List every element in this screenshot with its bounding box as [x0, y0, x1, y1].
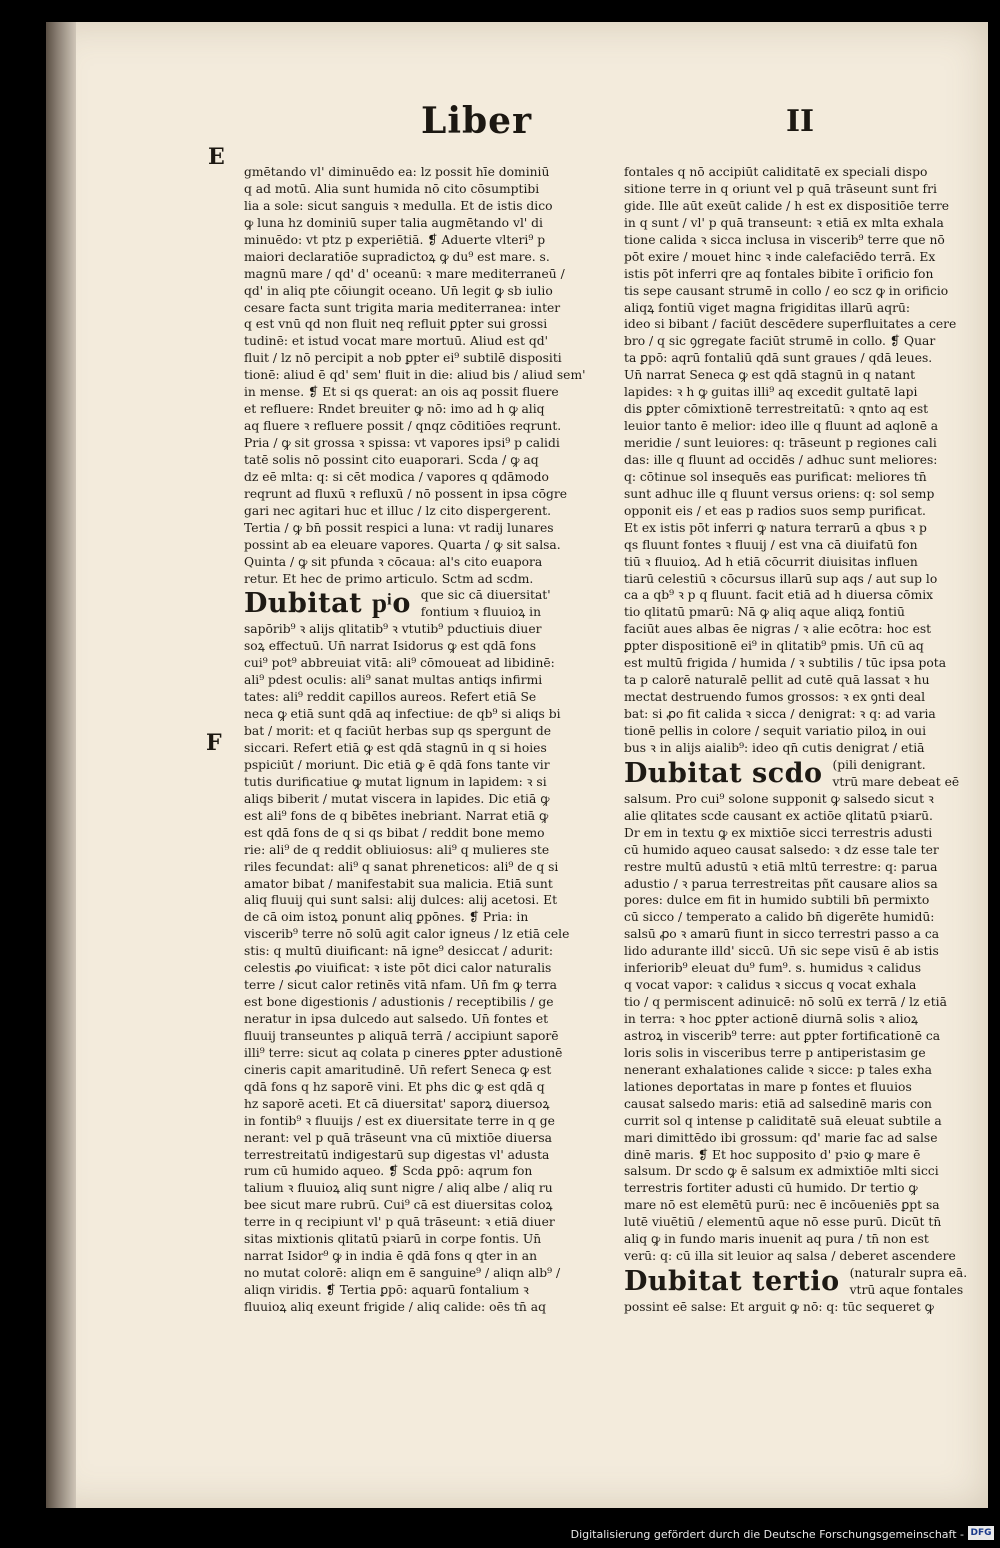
margin-letter-f: F	[206, 730, 222, 756]
text-line: tis sepe causant strumē in collo / eo scz ꝙ in orificio	[624, 283, 949, 298]
text-line: q: cōtinue sol insequēs eas purificat: meliores tn̄	[624, 469, 927, 484]
text-line: nerant: vel p quā trāseunt vna cū mixtiōe diuersa	[244, 1130, 552, 1145]
text-line: reqrunt ad fluxū ꝛ refluxū / nō possent in ipsa cōgre	[244, 486, 568, 501]
text-line: in mense. ❡ Et si qs querat: an ois aq possit fluere	[244, 385, 559, 400]
text-line: alie qlitates scde causant ex actiōe qlitatū pꝛiarū.	[624, 808, 933, 823]
rubric-side-line: fontium ꝛ fluuioꝝ in	[420, 605, 541, 620]
text-line: retur. Et hec de primo articulo. Sctm ad scdm.	[244, 571, 534, 586]
rubric-heading: Dubitat scdo	[624, 757, 823, 789]
text-line: cineris capit amaritudinē. Un̄ refert Seneca ꝙ est	[244, 1062, 552, 1077]
text-line: fluuioꝝ aliq exeunt frigide / aliq calide: oēs tn̄ aq	[244, 1299, 546, 1314]
text-line: no mutat colorē: aliqn em ē sanguine⁹ / aliqn alb⁹ /	[244, 1266, 561, 1281]
text-line: qdā fons q hz saporē vini. Et phs dic ꝙ est qdā q	[244, 1079, 545, 1094]
text-line: cū humido aqueo causat salsedo: ꝛ dz esse tale ter	[624, 842, 939, 857]
text-line: Tertia / ꝙ bn̄ possit respici a luna: vt radij lunares	[244, 520, 554, 535]
text-line: tio / q permiscent adinuicē: nō solū ex terrā / lz etiā	[624, 995, 947, 1010]
text-line: in fontib⁹ ꝛ fluuijs / est ex diuersitate terre in q ge	[244, 1113, 555, 1128]
rubric-side-text	[421, 587, 551, 621]
text-line: aliqꝝ fontiū viget magna frigiditas illarū aqrū:	[624, 300, 911, 315]
text-line: rum cū humido aqueo. ❡ Scda ꝑpō: aqrum fon	[244, 1164, 533, 1179]
text-line: bat: si ꝓo fit calida ꝛ sicca / denigrat: ꝛ q: ad varia	[624, 707, 936, 721]
text-line: in terra: ꝛ hoc ꝑpter actionē diurnā solis ꝛ alioꝝ	[624, 1012, 919, 1026]
text-line: possint ab ea eleuare vapores. Quarta / ꝙ sit salsa.	[244, 537, 561, 552]
text-line: leuior tanto ē melior: ideo ille q fluunt ad aqlonē a	[624, 419, 939, 434]
text-line: terrestris fortiter adusti cū humido. Dr tertio ꝙ	[624, 1181, 918, 1196]
rubric-side-text	[850, 1265, 968, 1299]
text-line: celestis ꝓo viuificat: ꝛ iste pōt dici calor naturalis	[244, 961, 552, 976]
text-line: stis: q multū diuificant: nā igne⁹ desiccat / adurit:	[244, 944, 554, 959]
text-line: est multū frigida / humida / ꝛ subtilis / tūc ipsa pota	[624, 656, 947, 671]
text-line: talium ꝛ fluuioꝝ aliq sunt nigre / aliq albe / aliq ru	[244, 1181, 553, 1196]
text-line: tio qlitatū pmarū: Nā ꝙ aliq aque aliqꝝ fontiū	[624, 605, 905, 620]
text-line: rie: ali⁹ de q reddit obliuiosus: ali⁹ q mulieres ste	[244, 842, 550, 857]
text-line: lutē viuētiū / elementū aque nō esse purū. Dicūt tn̄	[624, 1215, 942, 1230]
text-line: tatē solis nō possint cito euaporari. Scda / ꝙ aq	[244, 452, 539, 467]
text-line: gmētando vl' diminuēdo ea: lz possit hīe dominiū	[244, 165, 550, 179]
text-line: bee sicut mare rubrū. Cui⁹ cā est diuersitas coloꝝ	[244, 1198, 553, 1213]
text-line: magnū mare / qd' d' oceanū: ꝛ mare mediterraneū /	[244, 266, 565, 281]
text-line: neca ꝙ etiā sunt qdā aq infectiue: de qb⁹ si aliqs bi	[244, 707, 561, 722]
rubric-side-line: que sic cā diuersitat'	[420, 588, 551, 603]
text-line: de cā oim istoꝝ ponunt aliq ꝑpōnes. ❡ Pria: in	[244, 910, 529, 925]
text-line: pōt exire / mouet hinc ꝛ inde calefaciēdo terrā. Ex	[624, 249, 936, 264]
text-line: tudinē: et istud vocat mare mortuū. Aliud est qd'	[244, 334, 548, 349]
text-line: fluuij transeuntes p aliquā terrā / accipiunt saporē	[244, 1028, 559, 1043]
rubric-dubitatur-primo	[244, 587, 604, 621]
text-line: tionē: aliud ē qd' sem' fluit in die: aliud bis / aliud sem'	[244, 368, 586, 383]
rubric-side-text	[832, 757, 959, 791]
text-line: possint eē salse: Et arguit ꝙ nō: q: tūc sequeret ꝙ	[624, 1300, 934, 1315]
text-line: astroꝝ in viscerib⁹ terre: aut ꝑpter fortificationē ca	[624, 1028, 941, 1043]
text-line: aliqn viridis. ❡ Tertia ꝑpō: aquarū fontalium ꝛ	[244, 1283, 529, 1297]
text-line: q ad motū. Alia sunt humida nō cito cōsumptibi	[244, 181, 540, 196]
text-line: et refluere: Rndet breuiter ꝙ nō: imo ad h ꝙ aliq	[244, 402, 545, 417]
text-line: soꝝ effectuū. Un̄ narrat Isidorus ꝙ est qdā fons	[244, 639, 537, 654]
rubric-dubitatur-secundo	[624, 757, 984, 791]
text-line: terre / sicut calor retinēs vitā nfam. Un̄ fm ꝙ terra	[244, 978, 558, 993]
text-line: cui⁹ pot⁹ abbreuiat vitā: ali⁹ cōmoueat ad libidinē:	[244, 656, 555, 671]
text-line: bat / morit: et q faciūt herbas sup qs spergunt de	[244, 724, 552, 739]
text-line: viscerib⁹ terre nō solū agit calor igneus / lz etiā cele	[244, 927, 570, 942]
text-line: est qdā fons de q si qs bibat / reddit bone memo	[244, 825, 545, 840]
dfg-logo: DFG	[968, 1526, 994, 1540]
rubric-heading: Dubitat tertio	[624, 1266, 840, 1298]
text-line: nenerant exhalationes calide ꝛ sicce: p tales exha	[624, 1062, 932, 1077]
right-column	[624, 164, 984, 1316]
text-line: lationes deportatas in mare p fontes et fluuios	[624, 1079, 912, 1094]
left-column-part-a	[244, 164, 604, 587]
text-line: gide. Ille aūt exeūt calide / h est ex dispositiōe terre	[624, 198, 949, 213]
text-line: qs fluunt fontes ꝛ fluuij / est vna cā diuifatū fon	[624, 537, 918, 552]
right-column-part-c	[624, 1299, 984, 1316]
text-line: dis ꝑpter cōmixtionē terrestreitatū: ꝛ qnto aq est	[624, 402, 929, 417]
funding-credit: Digitalisierung gefördert durch die Deutsche Forschungsgemeinschaft -	[570, 1528, 964, 1541]
text-line: minuēdo: vt ptz p experiētiā. ❡ Aduerte vlteri⁹ p	[244, 232, 546, 247]
running-title: Liber	[421, 100, 533, 142]
text-line: riles fecundat: ali⁹ q sanat phreneticos: ali⁹ de q si	[244, 859, 559, 874]
text-line: tiarū celestiū ꝛ cōcursus illarū sup aqs / aut sup lo	[624, 571, 938, 586]
text-line: salsum. Dr scdo ꝙ ē salsum ex admixtiōe mlti sicci	[624, 1164, 939, 1179]
rubric-side-line: (naturalr supra eā.	[849, 1266, 968, 1281]
text-line: causat salsedo maris: etiā ad salsedinē maris con	[624, 1096, 932, 1111]
text-line: hz saporē aceti. Et cā diuersitat' saporꝝ diuersoꝝ	[244, 1096, 550, 1111]
text-line: mare nō est elemētū purū: nec ē incōueniēs ꝑpt sa	[624, 1198, 940, 1213]
text-line: q est vnū qd non fluit neq refluit ꝑpter sui grossi	[244, 317, 548, 332]
text-line: tates: ali⁹ reddit capillos aureos. Refert etiā Se	[244, 690, 537, 705]
text-line: dz eē mlta: q: si cēt modica / vapores q qdāmodo	[244, 469, 549, 484]
text-line: aliq fluuij qui sunt salsi: alij dulces: alij acetosi. Et	[244, 893, 558, 908]
left-column	[244, 164, 604, 1316]
text-line: fontales q nō accipiūt caliditatē ex speciali dispo	[624, 165, 928, 179]
rubric-side-line: (pili denigrant.	[832, 757, 926, 772]
text-line: meridie / sunt leuiores: q: trāseunt p regiones cali	[624, 436, 937, 450]
text-line: ali⁹ pdest oculis: ali⁹ sanat multas antiqs infirmi	[244, 673, 543, 688]
rubric-heading: Dubitat pͥo	[244, 588, 411, 620]
text-line: aliqs biberit / mutat viscera in lapides. Dic etiā ꝙ	[244, 791, 550, 806]
text-line: tiū ꝛ fluuioꝝ. Ad h etiā cōcurrit diuisitas influen	[624, 554, 918, 569]
text-line: ta p calorē naturalē pellit ad cutē quā lassat ꝛ hu	[624, 673, 930, 688]
text-line: salsum. Pro cui⁹ solone supponit ꝙ salsedo sicut ꝛ	[624, 791, 934, 806]
text-line: Pria / ꝙ sit grossa ꝛ spissa: vt vapores ipsi⁹ p calidi	[244, 436, 560, 450]
text-line: Quinta / ꝙ sit pfunda ꝛ cōcaua: al's cito euapora	[244, 554, 543, 569]
text-line: maiori declaratiōe supradictoꝝ ꝙ du⁹ est mare. s.	[244, 249, 550, 264]
right-column-part-a	[624, 164, 984, 757]
text-line: loris solis in visceribus terre p antiperistasim ge	[624, 1045, 926, 1060]
text-line: verū: q: cū illa sit leuior aq salsa / deberet ascendere	[624, 1249, 956, 1264]
text-line: narrat Isidor⁹ ꝙ in india ē qdā fons q qter in an	[244, 1249, 538, 1264]
text-line: ideo si bibant / faciūt descēdere superfluitates a cere	[624, 317, 957, 332]
text-line: terrestreitatū indigestarū sup digestas vl' adusta	[244, 1147, 550, 1162]
text-line: neratur in ipsa dulcedo aut salsedo. Un̄ fontes et	[244, 1012, 549, 1026]
text-line: adustio / ꝛ parua terrestreitas pñt causare alios sa	[624, 876, 938, 891]
text-line: fluit / lz nō percipit a nob ꝑpter ei⁹ subtilē dispositi	[244, 351, 562, 366]
text-line: mari dimittēdo ibi grossum: qd' marie fac ad salse	[624, 1130, 938, 1145]
text-line: lia a sole: sicut sanguis ꝛ medulla. Et de istis dico	[244, 198, 553, 213]
text-line: aliq ꝙ in fundo maris inuenit aq pura / tn̄ non est	[624, 1232, 929, 1247]
text-line: aq fluere ꝛ refluere possit / qnqz cōditiōes reqrunt.	[244, 419, 562, 434]
text-line: sitas mixtionis qlitatū pꝛiarū in corpe fontis. Un̄	[244, 1232, 542, 1247]
text-line: ca a qb⁹ ꝛ p q fluunt. facit etiā ad h diuersa cōmix	[624, 588, 934, 603]
text-line: Dr em in textu ꝙ ex mixtiōe sicci terrestris adusti	[624, 825, 933, 840]
rubric-side-line: vtrū aque fontales	[849, 1283, 964, 1298]
text-line: est ali⁹ fons de q bibētes inebriant. Narrat etiā ꝙ	[244, 808, 549, 823]
text-line: ꝙ luna hz dominiū super talia augmētando vl' di	[244, 215, 543, 230]
text-line: sapōrib⁹ ꝛ alijs qlitatib⁹ ꝛ vtutib⁹ pductiuis diuer	[244, 622, 542, 637]
text-line: tionē pellis in colore / sequit variatio piloꝝ in oui	[624, 723, 926, 738]
text-line: bro / q sic ꝯgregate faciūt strumē in collo. ❡ Quar	[624, 334, 936, 349]
text-line: das: ille q fluunt ad occidēs / adhuc sunt meliores:	[624, 452, 938, 467]
text-line: faciūt aues albas ēe nigras / ꝛ alie ecōtra: hoc est	[624, 622, 932, 637]
folio-number: II	[786, 104, 815, 139]
text-line: inferiorib⁹ eleuat du⁹ fum⁹. s. humidus ꝛ calidus	[624, 961, 922, 976]
text-line: mectat destruendo fumos grossos: ꝛ ex ꝯnti deal	[624, 690, 926, 705]
text-line: pspiciūt / moriunt. Dic etiā ꝙ ē qdā fons tante vir	[244, 757, 550, 772]
text-line: cū sicco / temperato a calido bn̄ digerēte humidū:	[624, 910, 935, 925]
text-line: dinē maris. ❡ Et hoc supposito d' pꝛio ꝙ mare ē	[624, 1147, 921, 1162]
text-line: in q sunt / vl' p quā transeunt: ꝛ etiā ex mlta exhala	[624, 215, 944, 230]
text-line: Et ex istis pōt inferri ꝙ natura terrarū a qbus ꝛ p	[624, 520, 927, 535]
rubric-side-line: vtrū mare debeat eē	[832, 774, 960, 789]
text-line: lapides: ꝛ h ꝙ guitas illi⁹ aq excedit gultatē lapi	[624, 385, 918, 400]
right-column-part-b	[624, 791, 984, 1265]
text-line: siccari. Refert etiā ꝙ est qdā stagnū in q si hoies	[244, 741, 547, 755]
text-line: tione calida ꝛ sicca inclusa in viscerib⁹ terre que nō	[624, 232, 945, 247]
text-line: ta ꝑpō: aqrū fontaliū qdā sunt graues / qdā leues.	[624, 351, 933, 366]
text-line: Un̄ narrat Seneca ꝙ est qdā stagnū in q natant	[624, 368, 916, 383]
text-line: cesare facta sunt trigita maria mediterranea: inter	[244, 300, 561, 315]
rubric-dubitatur-tertio	[624, 1265, 984, 1299]
text-line: qd' in aliq pte cōiungit oceano. Un̄ legit ꝙ sb iulio	[244, 283, 553, 298]
text-line: illi⁹ terre: sicut aq colata p cineres ꝑpter adustionē	[244, 1045, 563, 1060]
text-line: ꝑpter dispositionē ei⁹ in qlitatib⁹ pmis. Un̄ cū aq	[624, 639, 924, 654]
text-line: pores: dulce em fit in humido subtili bn̄ permixto	[624, 893, 930, 908]
text-line: tutis durificatiue ꝙ mutat lignum in lapidem: ꝛ si	[244, 774, 547, 789]
text-line: gari nec agitari huc et illuc / lz cito dispergerent.	[244, 503, 551, 518]
book-fore-edge	[46, 22, 76, 1508]
text-line: currit sol q intense p caliditatē suā eleuat subtile a	[624, 1113, 942, 1128]
margin-letter-e: E	[208, 144, 225, 170]
text-line: sunt adhuc ille q fluunt versus oriens: q: sol semp	[624, 486, 935, 501]
text-line: sitione terre in q oriunt vel p quā trāseunt sunt fri	[624, 181, 937, 196]
text-line: istis pōt inferri qre aq fontales bibite ī orificio fon	[624, 266, 934, 281]
text-line: terre in q recipiunt vl' p quā trāseunt: ꝛ etiā diuer	[244, 1215, 555, 1230]
text-line: lido adurante illd' siccū. Un̄ sic sepe visū ē ab istis	[624, 944, 939, 959]
text-line: q vocat vapor: ꝛ calidus ꝛ siccus q vocat exhala	[624, 978, 917, 993]
left-column-part-b	[244, 621, 604, 1315]
text-line: est bone digestionis / adustionis / receptibilis / ge	[244, 995, 554, 1010]
text-line: amator bibat / manifestabit sua malicia. Etiā sunt	[244, 876, 553, 891]
book-page	[46, 22, 988, 1508]
text-line: salsū ꝓo ꝛ amarū fiunt in sicco terrestri passo a ca	[624, 927, 940, 942]
text-line: restre multū adustū ꝛ etiā mltū terrestre: q: parua	[624, 859, 938, 874]
text-line: opponit eis / et eas p radios suos semp purificat.	[624, 503, 926, 518]
text-line: bus ꝛ in alijs aialib⁹: ideo qn̄ cutis denigrat / etiā	[624, 740, 925, 755]
